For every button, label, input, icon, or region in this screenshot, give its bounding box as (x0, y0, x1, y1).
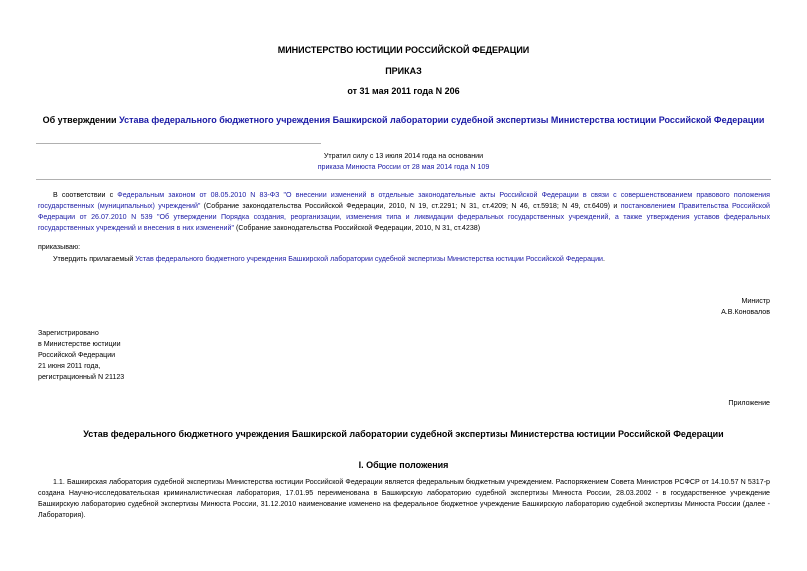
preamble-paragraph (38, 190, 770, 234)
validity-link-line (0, 162, 807, 173)
section-heading: I. Общие положения (358, 460, 449, 470)
registration-line: Зарегистрировано (38, 329, 99, 337)
separator-short (36, 143, 321, 144)
preamble-text-2: (Собрание законодательства Российской Федерации, 2010, N 19, ст.2291; N 31, ст.4209; N 46, ст.5918; N 49, ст.6409) и (200, 202, 621, 210)
approve-suffix: . (603, 255, 605, 263)
charter-title: Устав федерального бюджетного учреждения Башкирской лаборатории судебной экспертизы Министерства юстиции Российской Федерации (83, 429, 724, 439)
order-title-prefix: Об утверждении (42, 115, 120, 125)
order-date-line: от 31 мая 2011 года N 206 (347, 86, 460, 96)
signer-name: А.В.Коновалов (721, 308, 770, 316)
ministry-heading: МИНИСТЕРСТВО ЮСТИЦИИ РОССИЙСКОЙ ФЕДЕРАЦИИ (277, 45, 530, 55)
validity-note: Утратил силу с 13 июля 2014 года на основании (323, 152, 484, 160)
signer-position: Министр (741, 297, 770, 305)
paragraph-1-1: 1.1. Башкирская лаборатория судебной экспертизы Министерства юстиции Российской Федерации является федеральным бюджетным учреждением. Распоряжением Совета Министров РСФСР от 14.10.57 N 5317-р создана Научно-исследовательская криминалистическая лаборатория, 17.01.95 переименована в Башкирскую лабораторию судебной экспертизы Минюста России, 28.03.2002 - в государственное учреждение Башкирскую лабораторию судебной экспертизы Минюста России, 31.12.2010 наименование изменено на федеральное бюджетное учреждение Башкирскую лабораторию судебной экспертизы Минюста России (далее - Лаборатория). (38, 478, 770, 519)
government-decree-539-link[interactable]: постановлением Правительства Российской Федерации от 26.07.2010 N 539 "Об утверждении Порядка создания, реорганизации, изменения типа и ликвидации федеральных государственных учреждений, а также утверждения уставов федеральных государственных учреждений и внесения в них изменений" (38, 202, 770, 232)
approve-paragraph (53, 254, 771, 265)
charter-title-link[interactable]: Устава федерального бюджетного учреждения Башкирской лаборатории судебной экспертизы Министерства юстиции Российской Федерации (119, 115, 765, 125)
registration-block (38, 328, 124, 383)
preamble-text-3: (Собрание законодательства Российской Федерации, 2010, N 31, ст.4238) (234, 224, 481, 232)
registration-line: 21 июня 2011 года, (38, 362, 101, 370)
order-title (0, 115, 807, 125)
document-type-heading: ПРИКАЗ (385, 66, 422, 76)
prikazyvayu-label: приказываю: (38, 243, 81, 251)
repeal-order-link[interactable]: приказа Минюста России от 28 мая 2014 года N 109 (317, 163, 490, 171)
charter-approve-link[interactable]: Устав федерального бюджетного учреждения Башкирской лаборатории судебной экспертизы Министерства юстиции Российской Федерации (135, 255, 604, 263)
appendix-label: Приложение (728, 399, 770, 407)
registration-line: регистрационный N 21123 (38, 373, 125, 381)
federal-law-83-fz-link[interactable]: Федеральным законом от 08.05.2010 N 83-ФЗ "О внесении изменений в отдельные законодательные акты Российской Федерации в связи с совершенствованием правового положения государственных (муниципальных) учреждений" (38, 191, 770, 210)
approve-prefix: Утвердить прилагаемый (53, 255, 136, 263)
separator-full (36, 179, 771, 180)
registration-line: в Министерстве юстиции (38, 340, 121, 348)
preamble-text-1: В соответствии с (53, 191, 118, 199)
registration-line: Российской Федерации (38, 351, 116, 359)
